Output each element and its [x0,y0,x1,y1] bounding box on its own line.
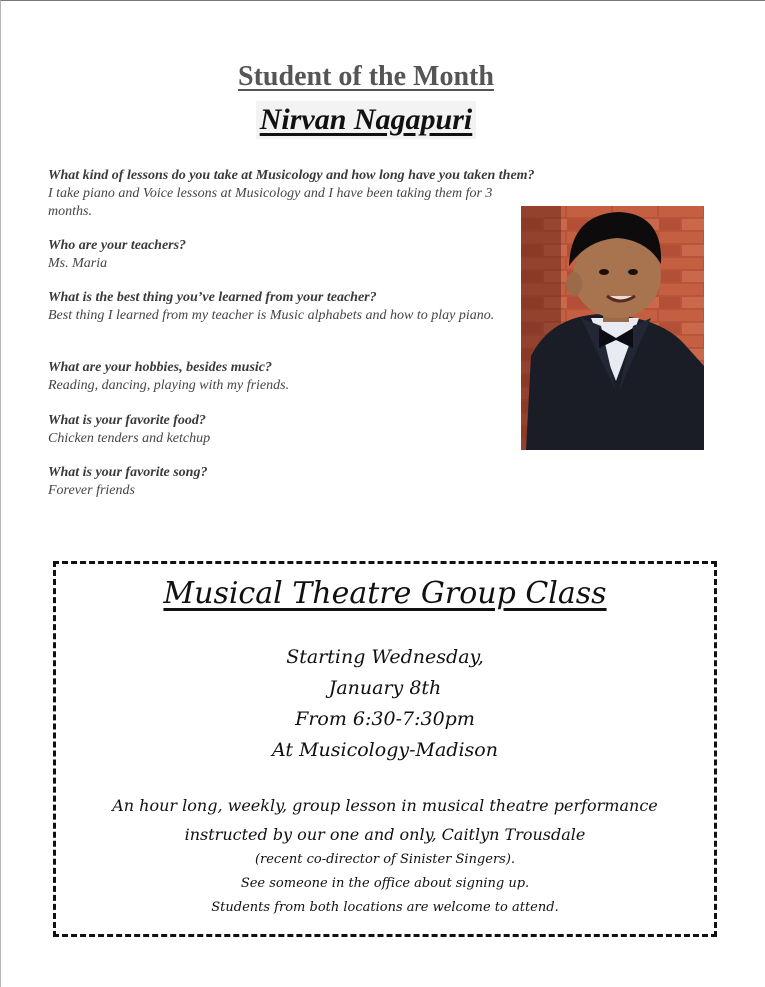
question-text: Who are your teachers? [48,238,187,253]
flyer-detail: January 8th [328,677,442,699]
flyer-note: Students from both locations are welcome to attend. [211,900,559,915]
qa-item [48,412,503,448]
answer-text: Chicken tenders and ketchup [48,431,211,446]
qa-item [48,237,503,273]
answer-text: I take piano and Voice lessons at Musicology and I have been taking them for 3 months. [48,186,493,219]
page-title: Student of the Month [238,61,494,92]
qa-item [48,167,535,221]
answer-text: Best thing I learned from my teacher is Music alphabets and how to play piano. [48,308,495,323]
question-text: What are your hobbies, besides music? [48,360,273,375]
answer-text: Ms. Maria [48,256,108,271]
flyer-description: An hour long, weekly, group lesson in musical theatre performance [112,796,658,815]
flyer-detail: Starting Wednesday, [286,646,484,668]
flyer-note: (recent co-director of Sinister Singers). [254,852,516,867]
qa-item [48,464,503,500]
question-text: What is the best thing you’ve learned from your teacher? [48,290,377,305]
flyer-detail: At Musicology-Madison [272,739,498,761]
student-name-container [1,101,731,139]
flyer-description: instructed by our one and only, Caitlyn Trousdale [184,825,586,844]
flyer-detail: From 6:30-7:30pm [295,708,475,730]
question-text: What is your favorite food? [48,413,206,428]
qa-item [48,289,503,325]
flyer-title: Musical Theatre Group Class [163,576,607,611]
qa-item [48,359,503,395]
student-name: Nirvan Nagapuri [256,101,477,139]
answer-text: Forever friends [48,483,135,498]
class-flyer [53,561,717,937]
answer-text: Reading, dancing, playing with my friends. [48,378,290,393]
student-photo [521,206,704,450]
question-text: What is your favorite song? [48,465,208,480]
flyer-note: See someone in the office about signing up. [240,876,530,891]
question-text: What kind of lessons do you take at Musicology and how long have you taken them? [48,168,535,183]
